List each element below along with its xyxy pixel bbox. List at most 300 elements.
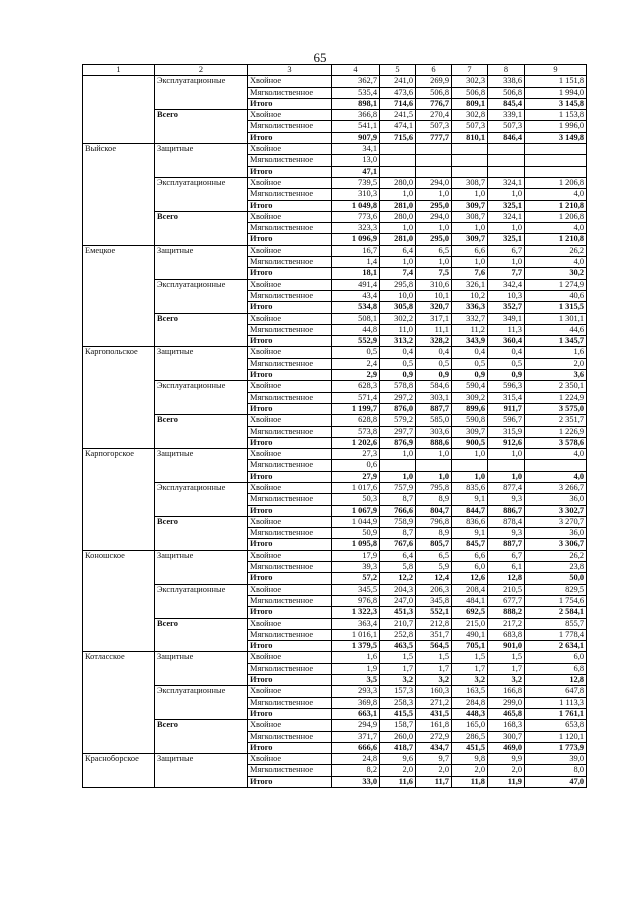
category-cell: Всего bbox=[155, 720, 248, 731]
forestry-cell bbox=[83, 110, 155, 121]
value-cell bbox=[452, 460, 488, 471]
value-cell: 1 301,1 bbox=[525, 313, 587, 324]
value-cell: 463,5 bbox=[380, 641, 416, 652]
value-cell: 9,3 bbox=[488, 528, 525, 539]
value-cell: 653,8 bbox=[525, 720, 587, 731]
value-cell: 363,4 bbox=[332, 618, 380, 629]
forestry-cell bbox=[83, 675, 155, 686]
value-cell: 269,9 bbox=[416, 76, 452, 87]
value-cell: 299,0 bbox=[488, 697, 525, 708]
table-row bbox=[83, 234, 587, 245]
page-number: 65 bbox=[313, 50, 327, 65]
category-cell: Всего bbox=[155, 516, 248, 527]
value-cell: 12,6 bbox=[452, 573, 488, 584]
value-cell: 6,0 bbox=[452, 562, 488, 573]
value-cell: 3 575,0 bbox=[525, 403, 587, 414]
forestry-cell bbox=[83, 257, 155, 268]
value-cell: 0,5 bbox=[488, 358, 525, 369]
value-cell: 308,7 bbox=[452, 211, 488, 222]
value-cell: 578,8 bbox=[380, 381, 416, 392]
value-cell: 2,0 bbox=[488, 765, 525, 776]
category-cell bbox=[155, 358, 248, 369]
table-row bbox=[83, 336, 587, 347]
value-cell: 50,9 bbox=[332, 528, 380, 539]
value-cell bbox=[416, 144, 452, 155]
value-cell: 281,0 bbox=[380, 234, 416, 245]
forestry-cell bbox=[83, 720, 155, 731]
economy-cell: Итого bbox=[248, 336, 332, 347]
value-cell: 323,3 bbox=[332, 223, 380, 234]
value-cell: 888,2 bbox=[488, 607, 525, 618]
category-cell bbox=[155, 223, 248, 234]
value-cell: 1,0 bbox=[452, 257, 488, 268]
value-cell: 1 096,9 bbox=[332, 234, 380, 245]
value-cell: 27,9 bbox=[332, 471, 380, 482]
value-cell: 1 224,9 bbox=[525, 392, 587, 403]
value-cell: 9,7 bbox=[416, 754, 452, 765]
value-cell: 3 266,7 bbox=[525, 482, 587, 493]
value-cell: 26,2 bbox=[525, 550, 587, 561]
value-cell: 305,8 bbox=[380, 302, 416, 313]
value-cell: 758,9 bbox=[380, 516, 416, 527]
value-cell: 271,2 bbox=[416, 697, 452, 708]
value-cell: 715,6 bbox=[380, 132, 416, 143]
value-cell: 1,0 bbox=[416, 189, 452, 200]
economy-cell: Итого bbox=[248, 166, 332, 177]
value-cell: 47,1 bbox=[332, 166, 380, 177]
table-row bbox=[83, 550, 587, 561]
forestry-cell bbox=[83, 381, 155, 392]
table-row bbox=[83, 381, 587, 392]
value-cell: 469,0 bbox=[488, 742, 525, 753]
value-cell: 804,7 bbox=[416, 505, 452, 516]
economy-cell: Итого bbox=[248, 403, 332, 414]
value-cell: 677,7 bbox=[488, 595, 525, 606]
value-cell: 36,0 bbox=[525, 528, 587, 539]
value-cell: 809,1 bbox=[452, 98, 488, 109]
forestry-cell: Емецкое bbox=[83, 245, 155, 256]
value-cell: 208,4 bbox=[452, 584, 488, 595]
category-cell bbox=[155, 200, 248, 211]
economy-cell: Хвойное bbox=[248, 516, 332, 527]
value-cell: 11,6 bbox=[380, 776, 416, 787]
value-cell: 876,9 bbox=[380, 437, 416, 448]
category-cell bbox=[155, 324, 248, 335]
value-cell: 628,3 bbox=[332, 381, 380, 392]
forestry-cell bbox=[83, 516, 155, 527]
table-row bbox=[83, 494, 587, 505]
value-cell: 976,8 bbox=[332, 595, 380, 606]
value-cell: 252,8 bbox=[380, 629, 416, 640]
value-cell: 6,5 bbox=[416, 245, 452, 256]
value-cell: 295,8 bbox=[380, 279, 416, 290]
value-cell: 1,7 bbox=[452, 663, 488, 674]
value-cell: 1,7 bbox=[488, 663, 525, 674]
value-cell: 692,5 bbox=[452, 607, 488, 618]
value-cell: 846,4 bbox=[488, 132, 525, 143]
value-cell: 302,3 bbox=[452, 76, 488, 87]
value-cell: 297,7 bbox=[380, 426, 416, 437]
value-cell: 4,0 bbox=[525, 449, 587, 460]
value-cell: 13,0 bbox=[332, 155, 380, 166]
value-cell: 506,8 bbox=[488, 87, 525, 98]
value-cell: 3 306,7 bbox=[525, 539, 587, 550]
value-cell: 2,0 bbox=[380, 765, 416, 776]
value-cell: 1,6 bbox=[525, 347, 587, 358]
forestry-cell bbox=[83, 290, 155, 301]
value-cell: 844,7 bbox=[452, 505, 488, 516]
value-cell: 166,8 bbox=[488, 686, 525, 697]
category-cell bbox=[155, 742, 248, 753]
economy-cell: Мягколиственное bbox=[248, 460, 332, 471]
value-cell: 0,4 bbox=[416, 347, 452, 358]
category-cell bbox=[155, 471, 248, 482]
value-cell: 36,0 bbox=[525, 494, 587, 505]
value-cell: 10,3 bbox=[488, 290, 525, 301]
value-cell: 887,7 bbox=[488, 539, 525, 550]
forestry-cell bbox=[83, 460, 155, 471]
value-cell bbox=[452, 155, 488, 166]
forestry-cell bbox=[83, 618, 155, 629]
value-cell: 11,7 bbox=[416, 776, 452, 787]
value-cell: 1 120,1 bbox=[525, 731, 587, 742]
value-cell: 1,5 bbox=[416, 652, 452, 663]
header-cell: 2 bbox=[155, 65, 248, 76]
value-cell: 9,9 bbox=[488, 754, 525, 765]
category-cell: Всего bbox=[155, 618, 248, 629]
value-cell: 2 350,1 bbox=[525, 381, 587, 392]
table-row bbox=[83, 460, 587, 471]
forestry-cell bbox=[83, 505, 155, 516]
category-cell bbox=[155, 121, 248, 132]
value-cell bbox=[416, 166, 452, 177]
economy-cell: Мягколиственное bbox=[248, 629, 332, 640]
value-cell: 647,8 bbox=[525, 686, 587, 697]
category-cell bbox=[155, 392, 248, 403]
category-cell bbox=[155, 290, 248, 301]
economy-cell: Итого bbox=[248, 234, 332, 245]
forestry-cell bbox=[83, 528, 155, 539]
category-cell: Эксплуатационные bbox=[155, 279, 248, 290]
value-cell: 308,7 bbox=[452, 177, 488, 188]
value-cell: 1 345,7 bbox=[525, 336, 587, 347]
economy-cell: Мягколиственное bbox=[248, 765, 332, 776]
value-cell: 573,8 bbox=[332, 426, 380, 437]
table-row bbox=[83, 607, 587, 618]
table-row bbox=[83, 324, 587, 335]
value-cell: 878,4 bbox=[488, 516, 525, 527]
economy-cell: Мягколиственное bbox=[248, 663, 332, 674]
value-cell: 579,2 bbox=[380, 415, 416, 426]
value-cell: 683,8 bbox=[488, 629, 525, 640]
value-cell: 9,6 bbox=[380, 754, 416, 765]
value-cell: 451,5 bbox=[452, 742, 488, 753]
table-row bbox=[83, 426, 587, 437]
table-row bbox=[83, 528, 587, 539]
category-cell bbox=[155, 268, 248, 279]
value-cell: 1 996,0 bbox=[525, 121, 587, 132]
category-cell bbox=[155, 765, 248, 776]
value-cell: 8,9 bbox=[416, 528, 452, 539]
table-row bbox=[83, 144, 587, 155]
value-cell: 8,0 bbox=[525, 765, 587, 776]
value-cell: 1,5 bbox=[380, 652, 416, 663]
value-cell: 302,2 bbox=[380, 313, 416, 324]
value-cell: 11,2 bbox=[452, 324, 488, 335]
forestry-cell: Карпогорское bbox=[83, 449, 155, 460]
economy-cell: Хвойное bbox=[248, 313, 332, 324]
table-row bbox=[83, 584, 587, 595]
value-cell: 338,6 bbox=[488, 76, 525, 87]
value-cell bbox=[488, 460, 525, 471]
value-cell: 47,0 bbox=[525, 776, 587, 787]
category-cell bbox=[155, 641, 248, 652]
value-cell: 1 049,8 bbox=[332, 200, 380, 211]
value-cell: 766,6 bbox=[380, 505, 416, 516]
value-cell: 6,0 bbox=[525, 652, 587, 663]
value-cell: 418,7 bbox=[380, 742, 416, 753]
value-cell: 10,0 bbox=[380, 290, 416, 301]
value-cell: 27,3 bbox=[332, 449, 380, 460]
value-cell: 552,1 bbox=[416, 607, 452, 618]
table-row bbox=[83, 302, 587, 313]
forestry-cell bbox=[83, 742, 155, 753]
value-cell: 886,7 bbox=[488, 505, 525, 516]
value-cell: 320,7 bbox=[416, 302, 452, 313]
value-cell: 1 754,6 bbox=[525, 595, 587, 606]
economy-cell: Мягколиственное bbox=[248, 494, 332, 505]
forestry-cell bbox=[83, 731, 155, 742]
value-cell: 339,1 bbox=[488, 110, 525, 121]
economy-cell: Мягколиственное bbox=[248, 223, 332, 234]
forestry-cell: Красноборское bbox=[83, 754, 155, 765]
value-cell: 3 145,8 bbox=[525, 98, 587, 109]
forestry-cell bbox=[83, 200, 155, 211]
economy-cell: Итого bbox=[248, 98, 332, 109]
value-cell: 44,6 bbox=[525, 324, 587, 335]
economy-cell: Итого bbox=[248, 200, 332, 211]
economy-cell: Мягколиственное bbox=[248, 595, 332, 606]
category-cell: Всего bbox=[155, 415, 248, 426]
value-cell: 9,3 bbox=[488, 494, 525, 505]
value-cell: 12,8 bbox=[525, 675, 587, 686]
forestry-cell bbox=[83, 686, 155, 697]
value-cell: 4,0 bbox=[525, 223, 587, 234]
economy-cell: Хвойное bbox=[248, 245, 332, 256]
category-cell bbox=[155, 607, 248, 618]
value-cell: 3,2 bbox=[380, 675, 416, 686]
value-cell: 272,9 bbox=[416, 731, 452, 742]
value-cell: 1,6 bbox=[332, 652, 380, 663]
forestry-cell bbox=[83, 189, 155, 200]
category-cell bbox=[155, 562, 248, 573]
forestry-cell bbox=[83, 76, 155, 87]
value-cell: 1,0 bbox=[416, 257, 452, 268]
value-cell: 158,7 bbox=[380, 720, 416, 731]
value-cell: 508,1 bbox=[332, 313, 380, 324]
value-cell: 310,6 bbox=[416, 279, 452, 290]
forestry-cell bbox=[83, 539, 155, 550]
forestry-cell bbox=[83, 313, 155, 324]
value-cell: 1,0 bbox=[452, 189, 488, 200]
economy-cell: Хвойное bbox=[248, 584, 332, 595]
category-cell bbox=[155, 403, 248, 414]
category-cell bbox=[155, 155, 248, 166]
value-cell: 3 578,6 bbox=[525, 437, 587, 448]
value-cell: 1 044,9 bbox=[332, 516, 380, 527]
forestry-cell bbox=[83, 336, 155, 347]
value-cell: 9,8 bbox=[452, 754, 488, 765]
economy-cell: Мягколиственное bbox=[248, 155, 332, 166]
value-cell: 4,0 bbox=[525, 257, 587, 268]
value-cell: 434,7 bbox=[416, 742, 452, 753]
forestry-cell bbox=[83, 166, 155, 177]
value-cell: 628,8 bbox=[332, 415, 380, 426]
table-row bbox=[83, 629, 587, 640]
table-row bbox=[83, 449, 587, 460]
value-cell: 8,9 bbox=[416, 494, 452, 505]
table-row bbox=[83, 731, 587, 742]
value-cell bbox=[525, 166, 587, 177]
economy-cell: Хвойное bbox=[248, 550, 332, 561]
value-cell: 1,5 bbox=[488, 652, 525, 663]
value-cell: 1,7 bbox=[416, 663, 452, 674]
value-cell: 1,0 bbox=[380, 257, 416, 268]
value-cell: 535,4 bbox=[332, 87, 380, 98]
value-cell: 1 773,9 bbox=[525, 742, 587, 753]
value-cell: 1,0 bbox=[452, 471, 488, 482]
value-cell: 352,7 bbox=[488, 302, 525, 313]
value-cell: 1 016,1 bbox=[332, 629, 380, 640]
value-cell: 541,1 bbox=[332, 121, 380, 132]
forestry-cell bbox=[83, 494, 155, 505]
value-cell: 1 151,8 bbox=[525, 76, 587, 87]
forestry-cell bbox=[83, 629, 155, 640]
value-cell: 40,6 bbox=[525, 290, 587, 301]
forestry-cell bbox=[83, 211, 155, 222]
value-cell: 1,0 bbox=[488, 471, 525, 482]
header-cell: 6 bbox=[416, 65, 452, 76]
forestry-cell bbox=[83, 121, 155, 132]
value-cell: 50,0 bbox=[525, 573, 587, 584]
category-cell bbox=[155, 460, 248, 471]
value-cell: 1 210,8 bbox=[525, 200, 587, 211]
value-cell: 845,7 bbox=[452, 539, 488, 550]
economy-cell: Итого bbox=[248, 675, 332, 686]
value-cell: 3 149,8 bbox=[525, 132, 587, 143]
value-cell: 1,0 bbox=[452, 449, 488, 460]
value-cell bbox=[416, 155, 452, 166]
value-cell: 4,0 bbox=[525, 471, 587, 482]
forestry-cell bbox=[83, 279, 155, 290]
value-cell: 552,9 bbox=[332, 336, 380, 347]
value-cell: 911,7 bbox=[488, 403, 525, 414]
category-cell bbox=[155, 697, 248, 708]
value-cell: 1,0 bbox=[416, 471, 452, 482]
economy-cell: Итого bbox=[248, 607, 332, 618]
forest-harvest-table bbox=[82, 64, 587, 788]
value-cell: 281,0 bbox=[380, 200, 416, 211]
table-row bbox=[83, 686, 587, 697]
forestry-cell bbox=[83, 268, 155, 279]
economy-cell: Хвойное bbox=[248, 381, 332, 392]
value-cell: 1 226,9 bbox=[525, 426, 587, 437]
category-cell: Всего bbox=[155, 110, 248, 121]
economy-cell: Хвойное bbox=[248, 279, 332, 290]
value-cell: 309,7 bbox=[452, 200, 488, 211]
table-row bbox=[83, 641, 587, 652]
value-cell: 6,6 bbox=[452, 550, 488, 561]
table-row bbox=[83, 652, 587, 663]
economy-cell: Итого bbox=[248, 573, 332, 584]
value-cell: 0,4 bbox=[452, 347, 488, 358]
economy-cell: Хвойное bbox=[248, 76, 332, 87]
value-cell bbox=[416, 460, 452, 471]
table-row bbox=[83, 742, 587, 753]
value-cell: 855,7 bbox=[525, 618, 587, 629]
value-cell: 241,0 bbox=[380, 76, 416, 87]
value-cell: 8,7 bbox=[380, 528, 416, 539]
value-cell: 315,9 bbox=[488, 426, 525, 437]
forestry-cell bbox=[83, 370, 155, 381]
value-cell: 1 113,3 bbox=[525, 697, 587, 708]
economy-cell: Хвойное bbox=[248, 144, 332, 155]
value-cell: 11,9 bbox=[488, 776, 525, 787]
economy-cell: Хвойное bbox=[248, 686, 332, 697]
economy-cell: Хвойное bbox=[248, 211, 332, 222]
value-cell: 3,6 bbox=[525, 370, 587, 381]
economy-cell: Мягколиственное bbox=[248, 87, 332, 98]
value-cell: 7,6 bbox=[452, 268, 488, 279]
value-cell: 18,1 bbox=[332, 268, 380, 279]
forestry-cell bbox=[83, 437, 155, 448]
value-cell: 2,0 bbox=[452, 765, 488, 776]
value-cell: 2,0 bbox=[525, 358, 587, 369]
economy-cell: Итого bbox=[248, 268, 332, 279]
forestry-cell bbox=[83, 415, 155, 426]
economy-cell: Мягколиственное bbox=[248, 731, 332, 742]
value-cell: 1,0 bbox=[416, 223, 452, 234]
value-cell: 325,1 bbox=[488, 234, 525, 245]
value-cell: 705,1 bbox=[452, 641, 488, 652]
value-cell: 326,1 bbox=[452, 279, 488, 290]
table-header-row bbox=[83, 65, 587, 76]
economy-cell: Мягколиственное bbox=[248, 121, 332, 132]
value-cell: 210,5 bbox=[488, 584, 525, 595]
table-row bbox=[83, 663, 587, 674]
category-cell: Защитные bbox=[155, 550, 248, 561]
table-row bbox=[83, 516, 587, 527]
value-cell: 739,5 bbox=[332, 177, 380, 188]
value-cell: 1 761,1 bbox=[525, 708, 587, 719]
category-cell bbox=[155, 573, 248, 584]
value-cell: 33,0 bbox=[332, 776, 380, 787]
value-cell: 1 095,8 bbox=[332, 539, 380, 550]
table-row bbox=[83, 121, 587, 132]
forestry-cell bbox=[83, 155, 155, 166]
value-cell: 465,8 bbox=[488, 708, 525, 719]
value-cell: 309,7 bbox=[452, 234, 488, 245]
forestry-cell bbox=[83, 708, 155, 719]
value-cell: 805,7 bbox=[416, 539, 452, 550]
value-cell: 366,8 bbox=[332, 110, 380, 121]
category-cell bbox=[155, 675, 248, 686]
economy-cell: Хвойное bbox=[248, 449, 332, 460]
value-cell: 1,0 bbox=[380, 449, 416, 460]
economy-cell: Мягколиственное bbox=[248, 392, 332, 403]
value-cell: 351,7 bbox=[416, 629, 452, 640]
value-cell: 210,7 bbox=[380, 618, 416, 629]
